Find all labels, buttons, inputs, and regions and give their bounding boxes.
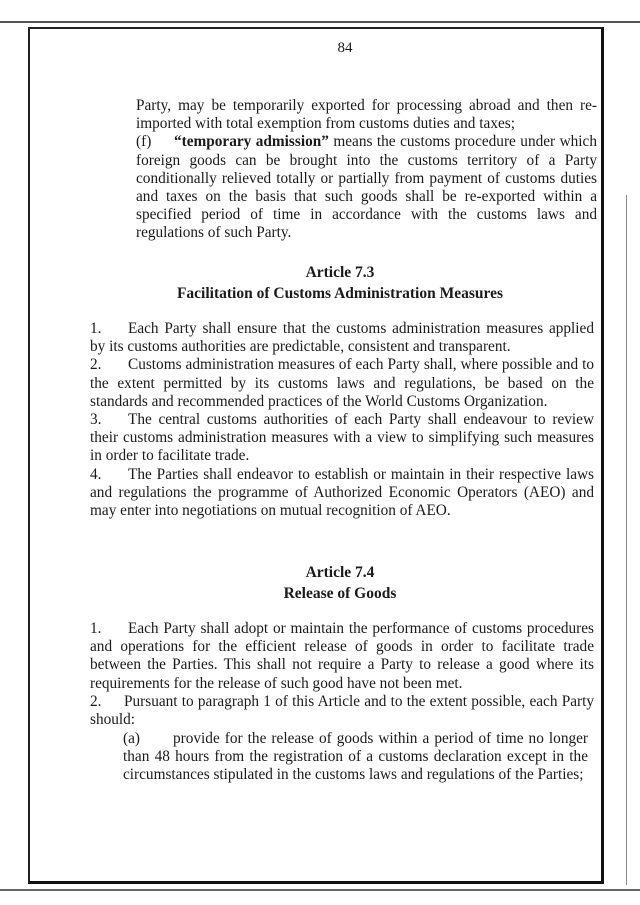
article-7-4-body	[90, 620, 594, 729]
subparagraph-a-paragraph	[123, 730, 588, 785]
para-text: Customs administration measures of each Party shall, where possible and to the extent permitted by its customs laws and regulations, be based on the standards and recommended practices of the World Customs Organization.	[90, 356, 594, 410]
definition-f-marker: (f)	[136, 133, 152, 151]
definition-f-paragraph	[136, 133, 597, 242]
article-7-3-para-4	[90, 466, 594, 521]
article-7-3-heading	[40, 262, 640, 304]
article-7-4-title: Release of Goods	[283, 585, 397, 602]
article-7-3-number: Article 7.3	[305, 264, 375, 281]
para-number: 1.	[90, 620, 102, 637]
article-7-3-title: Facilitation of Customs Administration Measures	[176, 285, 504, 302]
article-7-3-para-3	[90, 411, 594, 466]
para-number: 1.	[90, 320, 102, 337]
para-text: The Parties shall endeavor to establish or maintain in their respective laws and regulations the programme of Authorized Economic Operators (AEO) and may enter into negotiations on mutual recognition of AEO.	[90, 465, 594, 520]
page-number: 84	[337, 40, 353, 56]
para-text: Each Party shall ensure that the customs administration measures applied by its customs authorities are predictable, consistent and transparent.	[90, 320, 594, 356]
para-number: 3.	[90, 411, 102, 429]
subparagraph-a-marker: (a)	[123, 730, 140, 747]
para-text: The central customs authorities of each Party shall endeavour to review their customs administration measures with a view to simplifying such measures in order to facilitate trade.	[90, 411, 594, 465]
article-7-3-para-2	[90, 356, 594, 411]
subparagraph-a-text: provide for the release of goods within a period of time no longer than 48 hours from the registration of a customs declaration except in the circumstances stipulated in the customs laws and regulations of the Parties;	[123, 730, 588, 784]
article-7-4-number: Article 7.4	[305, 564, 375, 581]
definition-block	[136, 97, 597, 243]
definition-f-text: means the customs procedure under which foreign goods can be brought into the customs territory of a Party conditionally relieved totally or partially from payment of customs duties and taxes on the basis that such goods shall be re-exported within a specified period of time in accordance with the customs laws and regulations of such Party.	[136, 133, 597, 242]
subparagraph-a	[123, 730, 588, 785]
article-7-4-para-2	[90, 693, 594, 729]
para-number: 2.	[90, 692, 102, 710]
article-7-4-heading	[40, 562, 640, 604]
para-number: 4.	[90, 465, 102, 483]
article-7-3-para-1	[90, 320, 594, 356]
scan-bottom-shadow	[0, 889, 640, 891]
definition-f-term: “temporary admission”	[174, 133, 329, 151]
scan-top-shadow	[0, 21, 640, 23]
article-7-3-body	[90, 320, 594, 520]
continuation-paragraph: Party, may be temporarily exported for processing abroad and then re-imported with total exemption from customs duties and taxes;	[136, 97, 597, 133]
article-7-4-para-1	[90, 620, 594, 693]
para-number: 2.	[90, 356, 102, 374]
para-text: Each Party shall adopt or maintain the performance of customs procedures and operations for the efficient release of goods in order to facilitate trade between the Parties. This shall not require a Party to release a good where its requirements for the release of such good have not been met.	[90, 620, 594, 692]
para-text: Pursuant to paragraph 1 of this Article and to the extent possible, each Party should:	[90, 692, 594, 729]
